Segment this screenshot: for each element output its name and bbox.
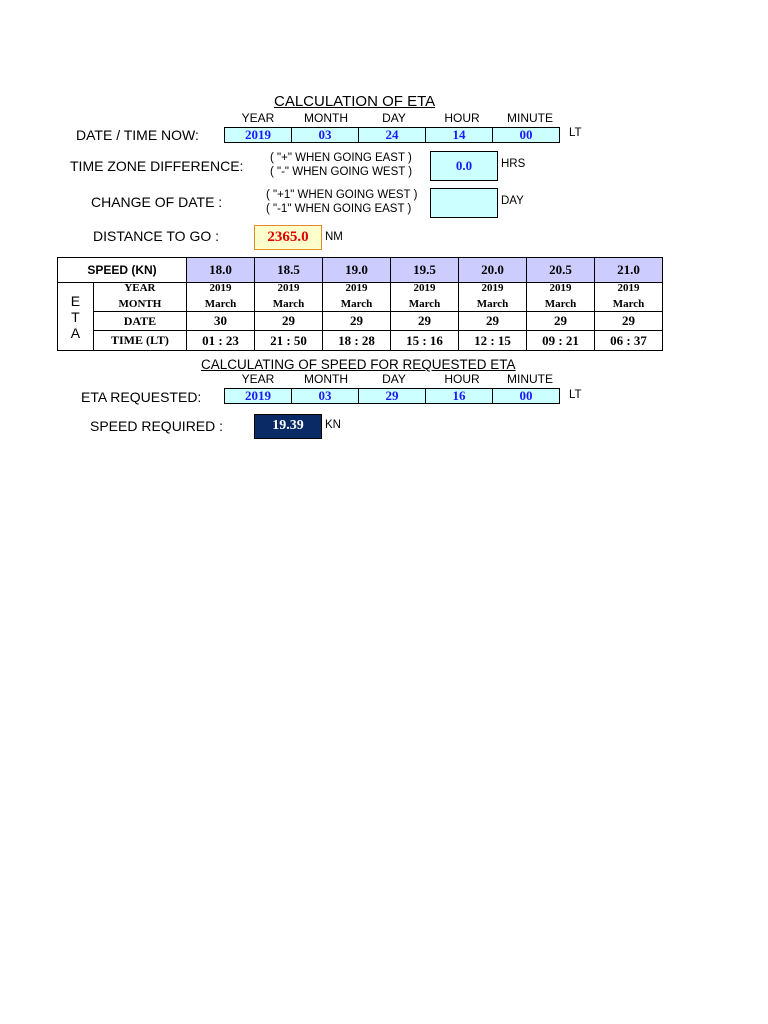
eta-column-headers — [224, 372, 564, 386]
date-cell: 29 — [323, 312, 391, 331]
eta-minute-cell[interactable]: 00 — [492, 388, 560, 404]
eta-month-cell[interactable]: 03 — [291, 388, 359, 404]
year-value: 2019 — [481, 282, 504, 294]
time-cell: 12 : 15 — [459, 331, 527, 351]
page-title: CALCULATION OF ETA — [274, 93, 436, 110]
speed-cell: 20.5 — [527, 258, 595, 283]
year-month-label — [93, 283, 186, 312]
change-of-date-note-west: ( "+1" WHEN GOING WEST ) — [266, 189, 418, 201]
speed-required-value: 19.39 — [254, 414, 322, 439]
time-label: TIME (LT) — [93, 331, 186, 351]
eta-letter-a: A — [70, 324, 81, 341]
now-day-cell[interactable]: 24 — [358, 127, 426, 143]
header-month: MONTH — [304, 111, 348, 125]
header-day: DAY — [382, 111, 406, 125]
speed-cell: 20.0 — [459, 258, 527, 283]
year-value: 2019 — [413, 282, 436, 294]
time-cell: 18 : 28 — [323, 331, 391, 351]
time-zone-note-east: ( "+" WHEN GOING EAST ) — [270, 152, 412, 164]
year-month-cell — [187, 283, 255, 312]
eta-requested-fields — [224, 388, 559, 404]
header-year: YEAR — [241, 372, 275, 386]
speed-required-unit: KN — [325, 419, 341, 431]
distance-unit: NM — [325, 231, 343, 243]
change-of-date-input[interactable] — [430, 188, 498, 218]
time-zone-label: TIME ZONE DIFFERENCE: — [70, 158, 244, 174]
eta-table — [57, 257, 663, 351]
date-cell: 29 — [595, 312, 663, 331]
speed-required-label: SPEED REQUIRED : — [90, 418, 224, 434]
year-value: 2019 — [617, 282, 640, 294]
year-month-cell — [595, 283, 663, 312]
time-cell: 06 : 37 — [595, 331, 663, 351]
change-of-date-note-east: ( "-1" WHEN GOING EAST ) — [266, 203, 412, 215]
distance-label: DISTANCE TO GO : — [93, 228, 220, 244]
date-time-now-fields — [224, 127, 559, 143]
header-hour: HOUR — [444, 111, 480, 125]
header-minute: MINUTE — [507, 372, 553, 386]
date-time-now-label: DATE / TIME NOW: — [76, 127, 199, 143]
eta-letter-e: E — [70, 292, 81, 309]
year-value: 2019 — [345, 282, 368, 294]
now-month-cell[interactable]: 03 — [291, 127, 359, 143]
time-cell: 09 : 21 — [527, 331, 595, 351]
now-minute-cell[interactable]: 00 — [492, 127, 560, 143]
eta-requested-label: ETA REQUESTED: — [81, 389, 202, 405]
time-row — [58, 331, 663, 351]
eta-year-cell[interactable]: 2019 — [224, 388, 292, 404]
speed-cell: 18.0 — [187, 258, 255, 283]
time-cell: 01 : 23 — [187, 331, 255, 351]
time-zone-unit: HRS — [501, 158, 526, 170]
eta-hour-cell[interactable]: 16 — [425, 388, 493, 404]
header-day: DAY — [382, 372, 406, 386]
eta-vertical-label — [58, 283, 94, 351]
date-cell: 30 — [187, 312, 255, 331]
distance-input[interactable]: 2365.0 — [254, 225, 322, 250]
year-value: 2019 — [549, 282, 572, 294]
now-hour-cell[interactable]: 14 — [425, 127, 493, 143]
header-month: MONTH — [304, 372, 348, 386]
change-of-date-unit: DAY — [501, 195, 524, 207]
header-minute: MINUTE — [507, 111, 553, 125]
eta-letter-t: T — [71, 308, 80, 325]
month-label: MONTH — [118, 298, 162, 310]
date-cell: 29 — [391, 312, 459, 331]
change-of-date-label: CHANGE OF DATE : — [91, 194, 223, 210]
time-zone-input[interactable]: 0.0 — [430, 151, 498, 181]
speed-section-title: CALCULATING OF SPEED FOR REQUESTED ETA — [201, 357, 516, 372]
month-value: March — [476, 298, 509, 310]
now-year-cell[interactable]: 2019 — [224, 127, 292, 143]
year-month-cell — [391, 283, 459, 312]
month-value: March — [340, 298, 373, 310]
year-month-cell — [255, 283, 323, 312]
speed-cell: 19.0 — [323, 258, 391, 283]
speed-cell: 19.5 — [391, 258, 459, 283]
year-value: 2019 — [277, 282, 300, 294]
year-month-row — [58, 283, 663, 312]
date-cell: 29 — [459, 312, 527, 331]
month-value: March — [612, 298, 645, 310]
time-cell: 15 : 16 — [391, 331, 459, 351]
eta-requested-unit: LT — [569, 389, 582, 401]
year-month-cell — [459, 283, 527, 312]
speed-cell: 21.0 — [595, 258, 663, 283]
speed-cell: 18.5 — [255, 258, 323, 283]
time-zone-note-west: ( "-" WHEN GOING WEST ) — [270, 166, 413, 178]
now-unit: LT — [569, 127, 582, 139]
month-value: March — [544, 298, 577, 310]
date-row — [58, 312, 663, 331]
speed-row — [58, 258, 663, 283]
header-year: YEAR — [241, 111, 275, 125]
time-cell: 21 : 50 — [255, 331, 323, 351]
speed-header: SPEED (KN) — [58, 258, 187, 283]
date-column-headers — [224, 111, 564, 125]
month-value: March — [272, 298, 305, 310]
year-value: 2019 — [209, 282, 232, 294]
header-hour: HOUR — [444, 372, 480, 386]
year-month-cell — [527, 283, 595, 312]
date-cell: 29 — [527, 312, 595, 331]
date-label: DATE — [93, 312, 186, 331]
eta-day-cell[interactable]: 29 — [358, 388, 426, 404]
year-month-cell — [323, 283, 391, 312]
month-value: March — [408, 298, 441, 310]
year-label: YEAR — [124, 282, 156, 294]
date-cell: 29 — [255, 312, 323, 331]
month-value: March — [204, 298, 237, 310]
